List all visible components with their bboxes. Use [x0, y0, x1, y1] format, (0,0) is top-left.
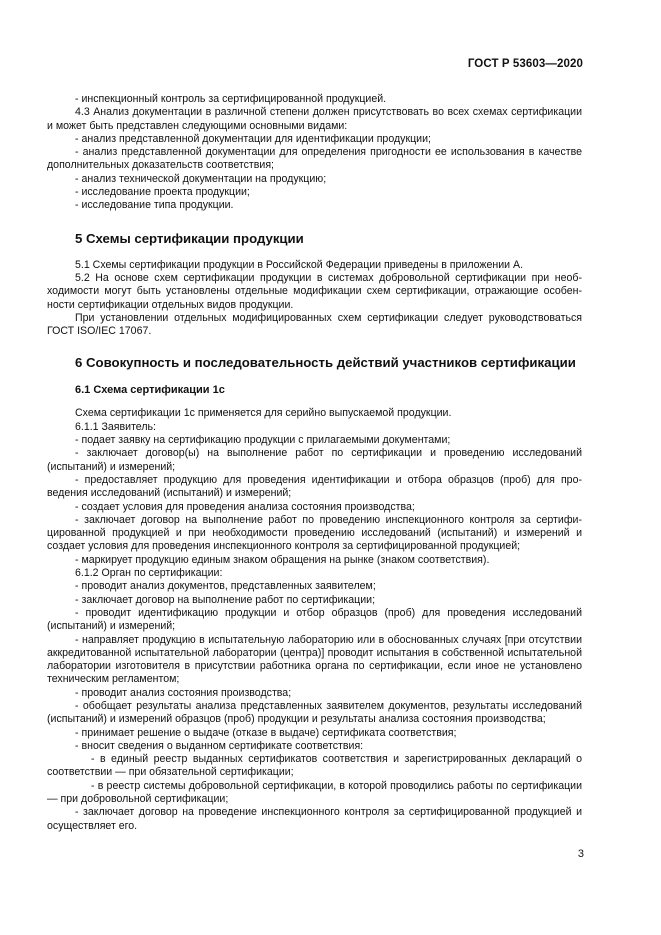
list-item-nested: - в единый реестр выданных сертификатов соответствия и зарегистрированных деклараций о соответствии — при обязательной сертификации; [47, 753, 582, 779]
list-item: - исследование типа продукции. [75, 199, 234, 212]
page-number: 3 [577, 848, 584, 860]
list-item: - исследование проекта продукции; [75, 186, 250, 199]
subsection-6-1-heading: 6.1 Схема сертификации 1с [75, 384, 225, 397]
list-item: - инспекционный контроль за сертифицированной продукцией. [75, 93, 387, 105]
paragraph: При установлении отдельных модифицированных схем сертификации следует руководствоваться ГОСТ ISO/IEC 17067. [47, 311, 582, 338]
list-item: - заключает договор(ы) на выполнение работ по сертификации и проведению исследований (испытаний) и измерений; [47, 447, 582, 473]
list-item: - проводит идентификацию продукции и отбор образцов (проб) для проведения исследований (испытаний) и измерений; [47, 606, 582, 633]
list-item: - анализ представленной документации для определения пригодности ее использования в качестве дополнительных доказательств соответствия; [47, 146, 582, 172]
list-item: - проводит анализ состояния производства; [75, 686, 292, 699]
list-item: - заключает договор на выполнение работ по проведению инспекционного контроля за сертифицированной продукцией и при необходимости проведению исследований (испытаний) и измерений и создает условия для проведения инспекционного контроля за сертифицированной продукцией; [47, 513, 582, 553]
list-item-nested: - в реестр системы добровольной сертификации, в которой проводились работы по сертификации — при добровольной сертификации; [47, 779, 582, 806]
list-item: - предоставляет продукцию для проведения идентификации и отбора образцов (проб) для проведения исследований (испытаний) и измерений; [47, 473, 582, 500]
list-item: - вносит сведения о выданном сертификате соответствия: [75, 739, 364, 752]
list-item: - анализ технической документации на продукцию; [75, 172, 327, 185]
list-item: - анализ представленной документации для идентификации продукции; [75, 132, 431, 145]
paragraph: 6.1.2 Орган по сертификации: [75, 567, 223, 580]
list-item: - подает заявку на сертификацию продукции с прилагаемыми документами; [75, 434, 451, 447]
list-item: - маркирует продукцию единым знаком обращения на рынке (знаком соответствия). [75, 553, 490, 566]
page-content [47, 93, 582, 833]
list-item: - направляет продукцию в испытательную лабораторию или в обоснованных случаях [при отсутствии аккредитованной испытательной лаборатории (центра)] проводит испытания в собственной испытательной лаборатории изготовителя в присутствии работника органа по сертификации, если иное не установлено техническим регламентом; [47, 633, 582, 686]
paragraph: 5.2 На основе схем сертификации продукции в системах добровольной сертификации при необходимости могут быть установлены отдельные модификации схем сертификации, отражающие особенности сертификации отдельных видов продукции. [47, 271, 582, 311]
list-item: - заключает договор на выполнение работ по сертификации; [75, 593, 376, 606]
document-id-header: ГОСТ Р 53603—2020 [467, 58, 583, 70]
list-item: - заключает договор на проведение инспекционного контроля за сертифицированной продукцией и осуществляет его. [47, 806, 582, 832]
paragraph: 6.1.1 Заявитель: [75, 420, 156, 433]
list-item: - обобщает результаты анализа представленных заявителем документов, результаты исследований (испытаний) и измерений образцов (проб) продукции и результаты анализа состояния производства; [47, 699, 582, 726]
paragraph: Схема сертификации 1с применяется для серийно выпускаемой продукции. [75, 407, 452, 420]
list-item: - создает условия для проведения анализа состояния производства; [75, 500, 415, 513]
paragraph: 4.3 Анализ документации в различной степени должен присутствовать во всех схемах сертификации и может быть представлен следующими основными видами: [47, 106, 582, 132]
list-item: - принимает решение о выдаче (отказе в выдаче) сертификата соответствия; [75, 726, 457, 739]
paragraph: 5.1 Схемы сертификации продукции в Российской Федерации приведены в приложении А. [75, 258, 524, 271]
list-item: - проводит анализ документов, представленных заявителем; [75, 580, 376, 593]
section-6-heading: 6 Совокупность и последовательность действий участников сертификации [75, 355, 576, 371]
section-5-heading: 5 Схемы сертификации продукции [75, 230, 304, 246]
